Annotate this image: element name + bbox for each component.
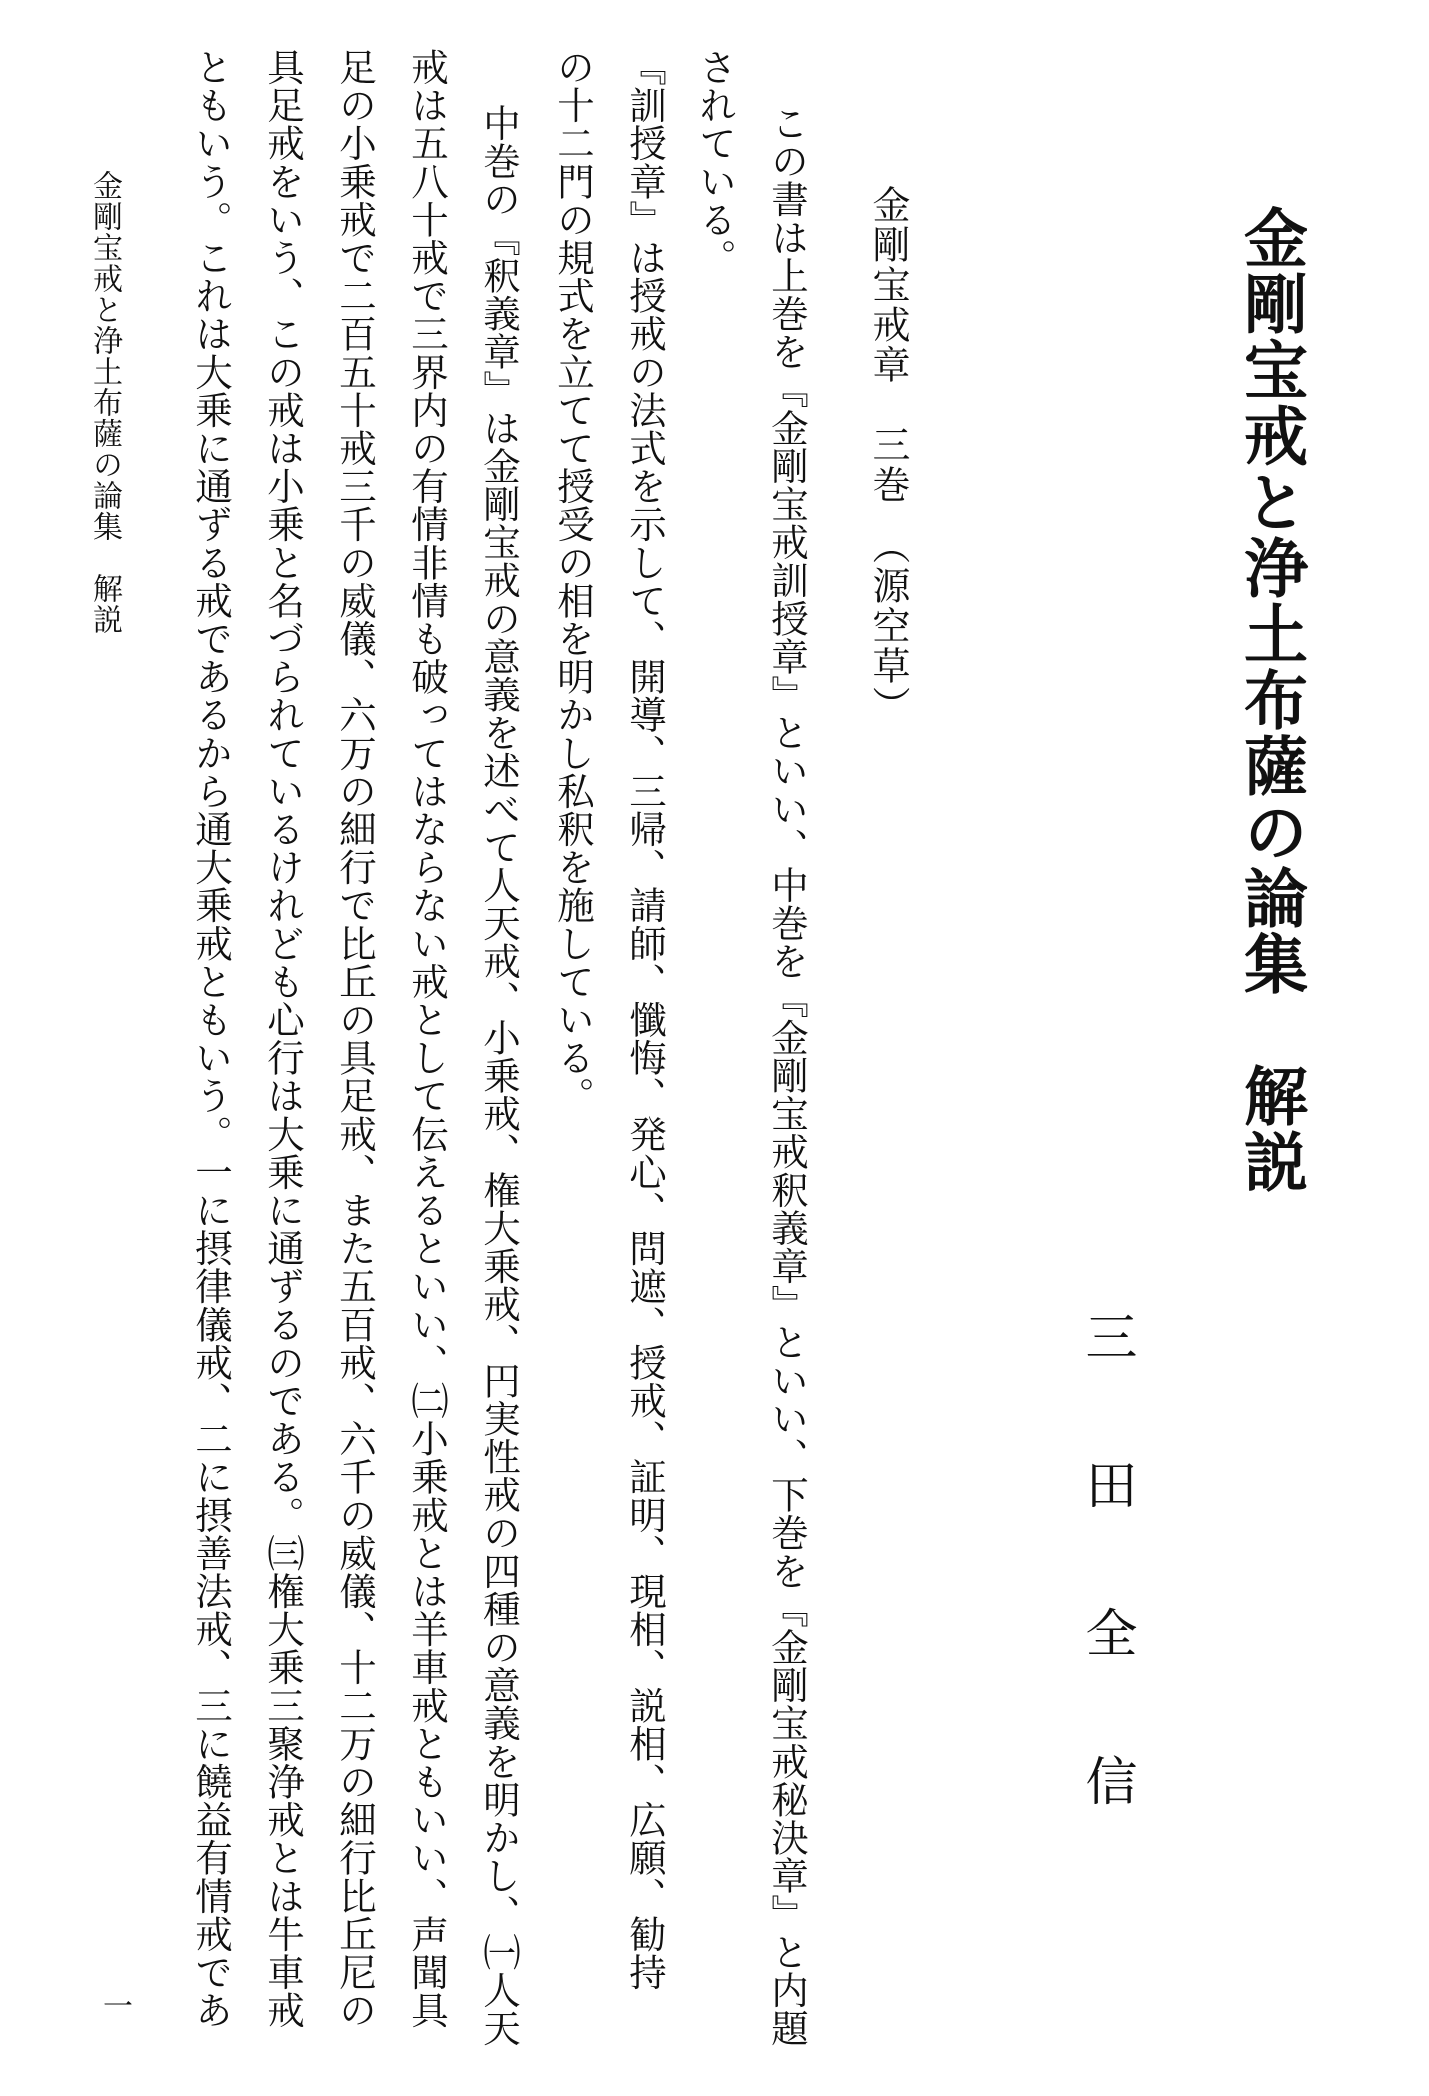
running-footer-title: 金剛宝戒と浄土布薩の論集 解説 (87, 170, 122, 635)
body-line: ともいう。これは大乗に通ずる戒であるから通大乗戒ともいう。一に摂律儀戒、二に摂善法戒、三に饒益有情戒であ (189, 48, 233, 2030)
body-line: 中巻の『釈義章』は金剛宝戒の意義を述べて人天戒、小乗戒、権大乗戒、円実性戒の四種の意義を明かし、㈠人天 (477, 104, 521, 2048)
body-line: 『訓授章』は授戒の法式を示して、開導、三帰、請師、懺悔、発心、問遮、授戒、証明、現相、説相、広願、勧持 (623, 48, 667, 1992)
body-line: この書は上巻を『金剛宝戒訓授章』といい、中巻を『金剛宝戒釈義章』といい、下巻を『金剛宝戒秘決章』と内題 (765, 104, 809, 2048)
body-line: 戒は五八十戒で三界内の有情非情も破ってはならない戒として伝えるといい、㈡小乗戒とは羊車戒ともいい、声聞具 (405, 48, 449, 2030)
page-number: 一 (97, 1990, 132, 2020)
body-line: 足の小乗戒で二百五十戒三千の威儀、六万の細行で比丘の具足戒、また五百戒、六千の威儀、十二万の細行比丘尼の (333, 48, 377, 2030)
author-name: 三田全信 (1076, 1310, 1136, 1902)
body-line: の十二門の規式を立てて授受の相を明かし私釈を施している。 (551, 48, 595, 1115)
page-title: 金剛宝戒と浄土布薩の論集 解説 (1233, 205, 1308, 1195)
body-line: されている。 (693, 48, 737, 277)
body-line: 具足戒をいう、この戒は小乗と名づられているけれども心行は大乗に通ずるのである。㈢権大乗三聚浄戒とは牛車戒 (261, 48, 305, 2030)
section-heading: 金剛宝戒章 三巻 （源空草） (866, 185, 910, 726)
